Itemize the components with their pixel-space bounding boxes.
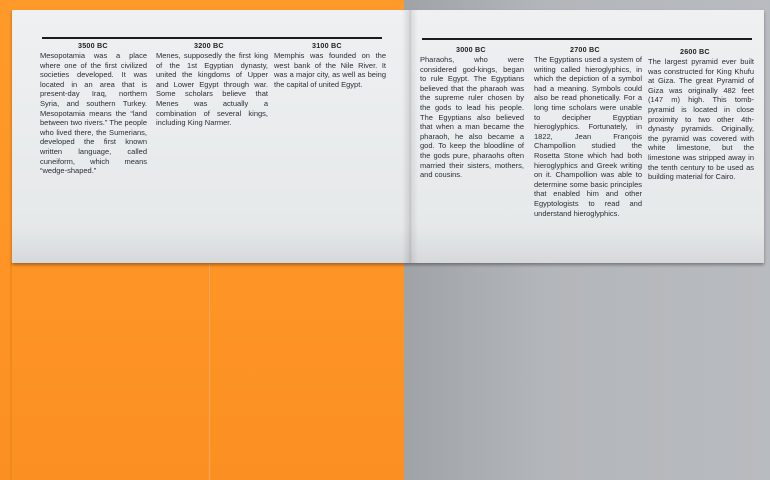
booklet-right-page [418,10,764,263]
timeline-entry-text [648,57,754,182]
timeline-text: The largest pyramid ever built was constructed for King Khufu at Giza. The great Pyramid of Giza was originally 482 feet (147 m) high. This tomb-pyramid is located in close proximity to two other 4th-dynasty pyramids. Originally, the pyramid was covered with white limestone, but the limestone was stripped away in the tenth century to be used as building material for Cairo. [648,57,754,182]
timeline-year: 3000 BC [456,45,486,54]
timeline-year: 3200 BC [194,41,224,50]
timeline-rule-left [42,37,382,39]
timeline-text: Memphis was founded on the west bank of the Nile River. It was a major city, as well as being the capital of united Egypt. [274,51,386,89]
folder-edge [10,262,12,480]
timeline-text: Mesopotamia was a place where one of the first civilized societies developed. It was located in an area that is present-day Iraq, northern Syria, and southern Turkey. Mesopotamia means the “land between two rivers.” The people who lived there, the Sumerians, developed the first known written language, called cuneiform, which means “wedge-shaped.” [40,51,147,176]
folder-crease [208,262,211,480]
timeline-text: Pharaohs, who were considered god-kings, began to rule Egypt. The Egyptians believed that the pharaoh was the supreme ruler chosen by the gods to lead his people. The Egyptians also believed that when a man became the pharaoh, he also became a god. To keep the bloodline of the gods pure, pharaohs often married their sisters, mothers, and cousins. [420,55,524,180]
open-booklet [12,10,764,263]
timeline-year: 3100 BC [312,41,342,50]
timeline-entry-text [534,55,642,218]
timeline-entry-text [274,51,386,89]
timeline-year: 3500 BC [78,41,108,50]
booklet-gutter [402,10,418,263]
timeline-rule-right [422,38,752,40]
timeline-entry-text [420,55,524,180]
timeline-year: 2700 BC [570,45,600,54]
timeline-entry-text [40,51,147,176]
booklet-left-page [12,10,404,263]
timeline-text: The Egyptians used a system of writing called hieroglyphics, in which the depiction of a symbol had a meaning. Symbols could also be read phonetically. For a long time scholars were unable to decipher Egyptian hieroglyphics. Fortunately, in 1822, Jean François Champollion studied the Rosetta Stone which had both hieroglyphics and Greek writing on it. Champollion was able to determine some basic principles that enabled him and other Egyptologists to read and understand hieroglyphics. [534,55,642,218]
timeline-year: 2600 BC [680,47,710,56]
timeline-entry-text [156,51,268,128]
timeline-text: Menes, supposedly the first king of the 1st Egyptian dynasty, united the kingdoms of Upper and Lower Egypt through war. Some scholars believe that Menes was actually a combination of several kings, including King Narmer. [156,51,268,128]
